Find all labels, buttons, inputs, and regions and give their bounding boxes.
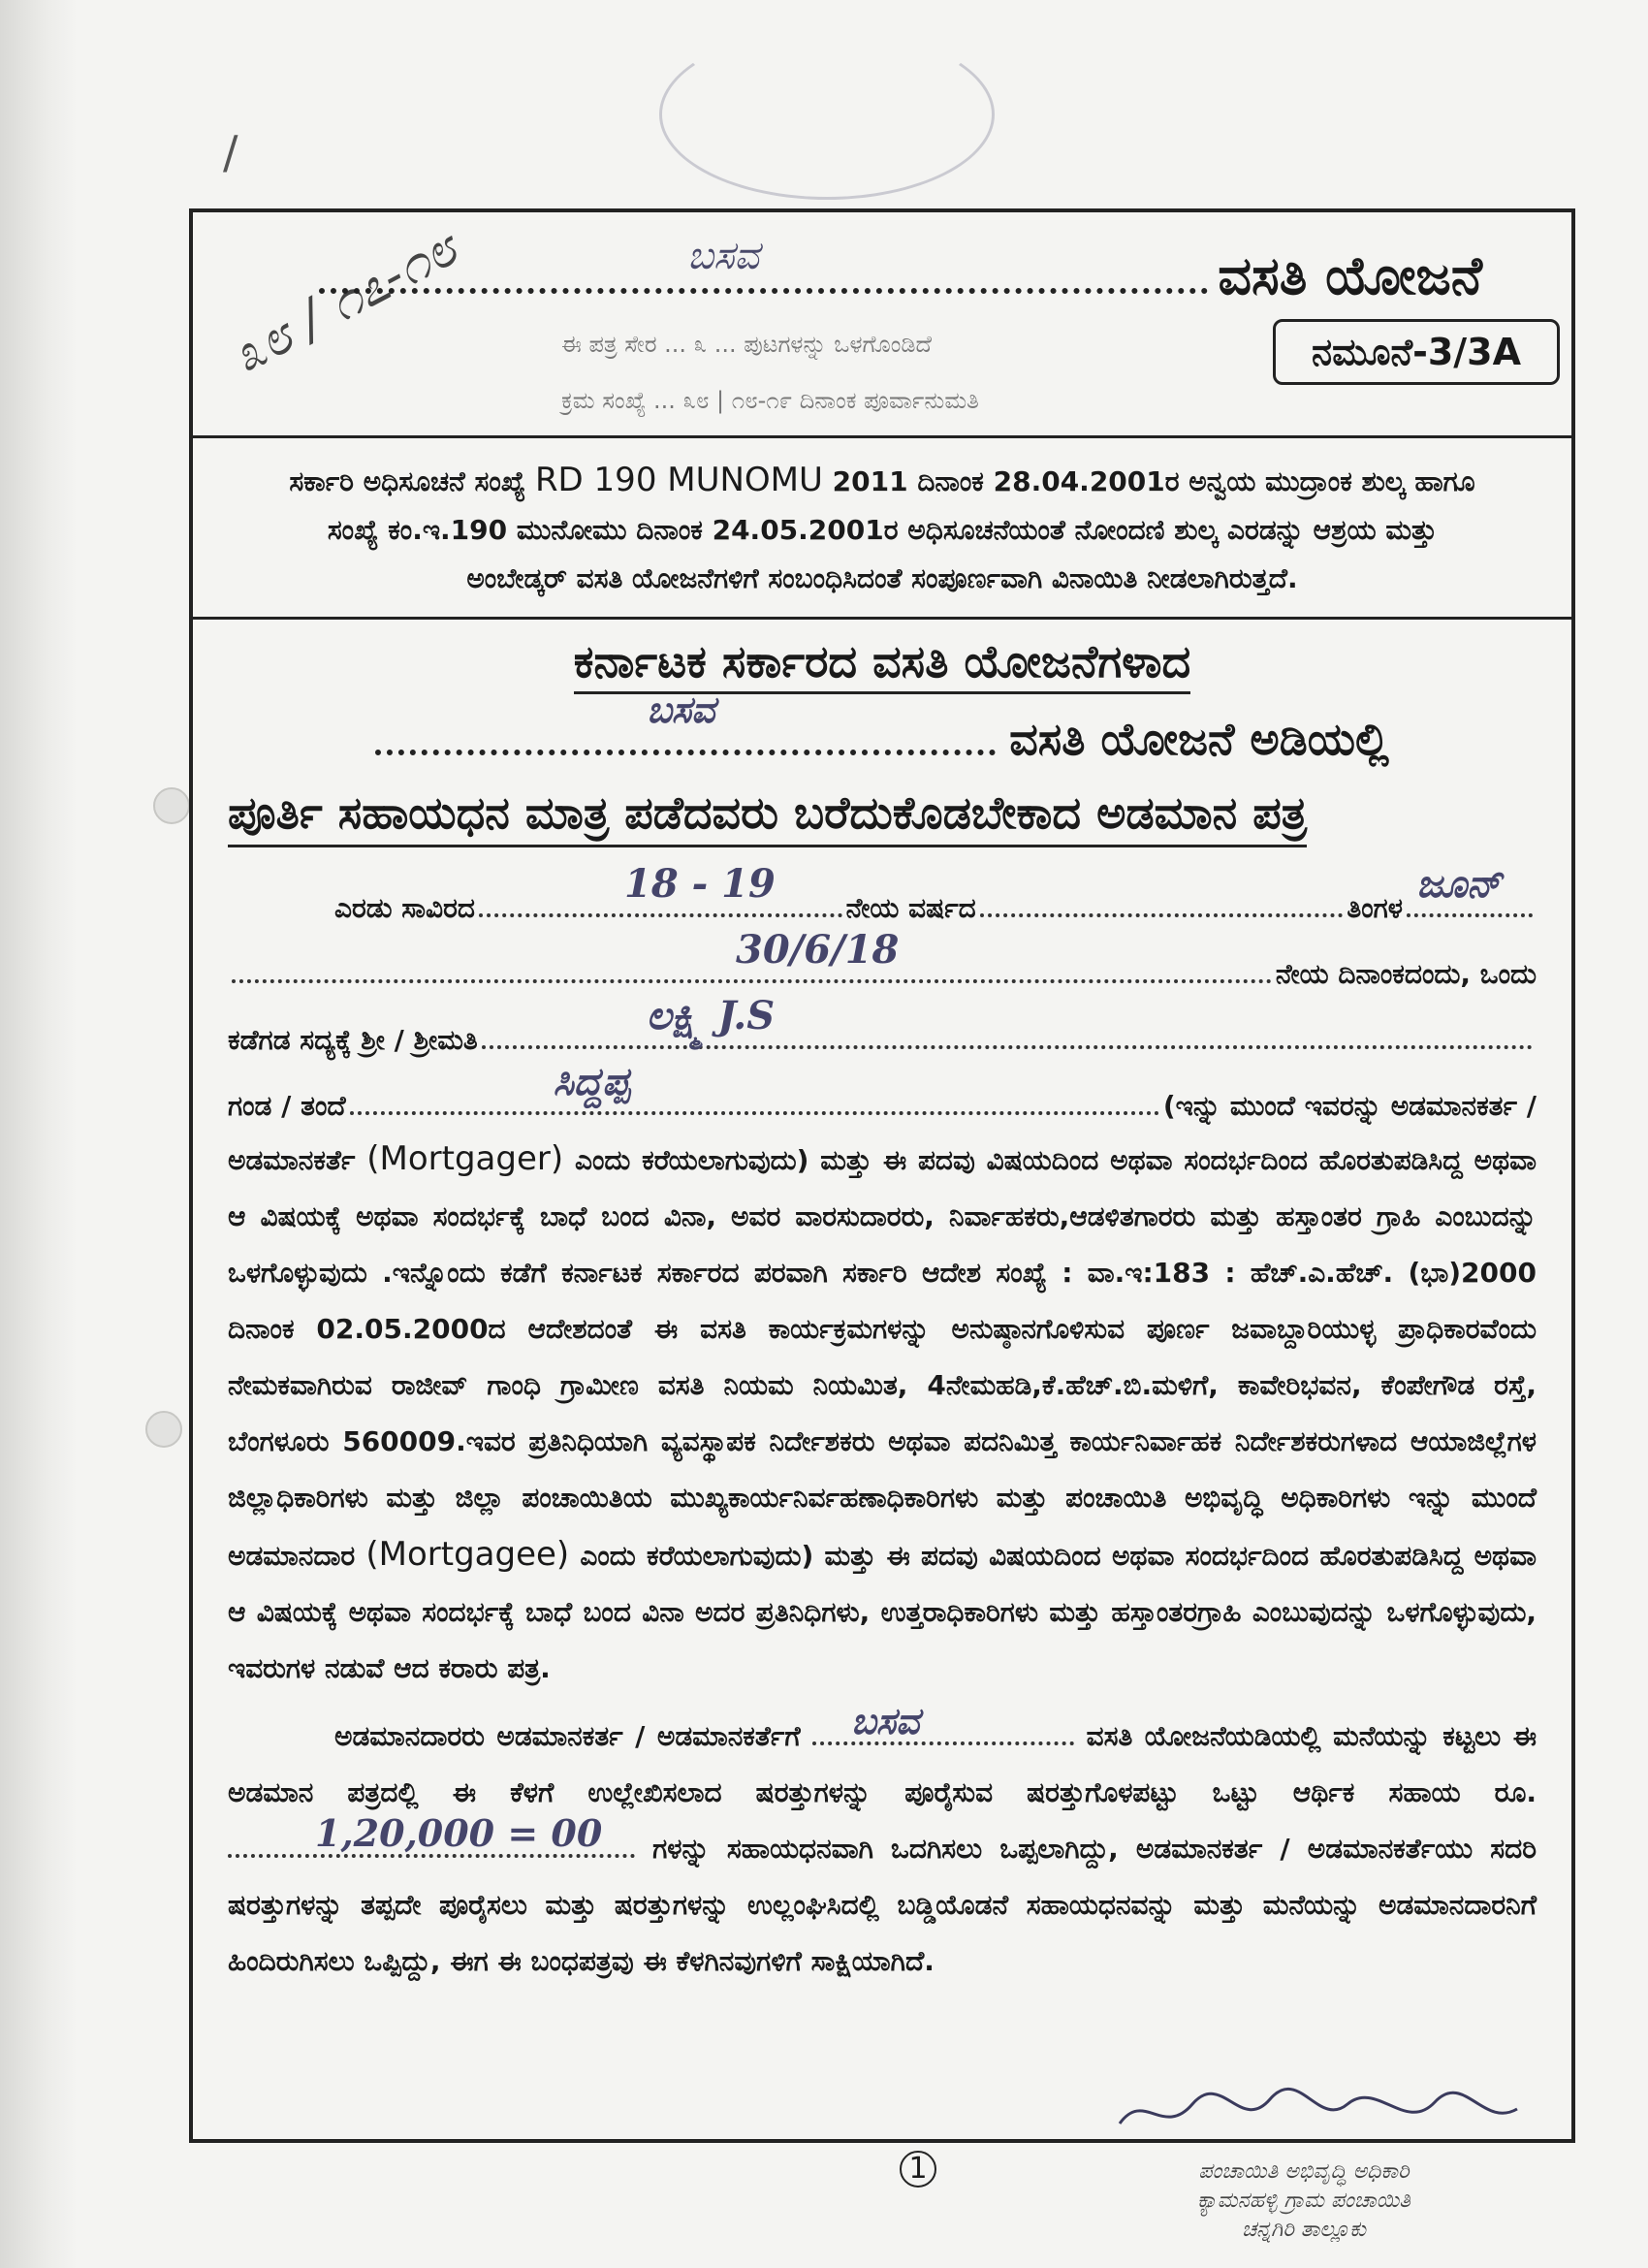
notice-code: RD 190 MUNOMU xyxy=(534,461,823,499)
notice-line xyxy=(216,456,1548,506)
notice xyxy=(193,438,1571,620)
faint-line: ಕ್ರಮ ಸಂಖ್ಯೆ ... ೩೮ | ೧೮-೧೯ ದಿನಾಂಕ ಪೂರ್ವಾನುಮತಿ xyxy=(561,387,979,414)
para-text: ಎಂದು ಕರೆಯಲಾಗುವುದು) ಮತ್ತು ಈ ಪದವು ವಿಷಯದಿಂದ ಅಥವಾ ಸಂದರ್ಭದಿಂದ ಹೊರತುಪಡಿಸಿದ್ದ ಅಥವಾ ಆ ವಿಷಯಕ್ಕೆ ಅಥವಾ ಸಂದರ್ಭಕ್ಕೆ ಬಾಧೆ ಬಂದ ವಿನಾ, ಅವರ ವಾರಸುದಾರರು, ನಿರ್ವಾಹಕರು,ಆಡಳಿತಗಾರರು ಮತ್ತು ಹಸ್ತಾಂತರ ಗ್ರಾಹಿ ಎಂಬುದನ್ನು ಒಳಗೊಳ್ಳುವುದು .ಇನ್ನೊಂದು ಕಡೆಗೆ ಕರ್ನಾಟಕ ಸರ್ಕಾರದ ಪರವಾಗಿ ಸರ್ಕಾರಿ ಆದೇಶ ಸಂಖ್ಯೆ : ವಾ.ಇ:183 : ಹೆಚ್.ಎ.ಹೆಚ್. (ಭಾ)2000 ದಿನಾಂಕ 02.05.2000ದ ಆದೇಶದಂತೆ ಈ ವಸತಿ ಕಾರ್ಯಕ್ರಮಗಳನ್ನು ಅನುಷ್ಠಾನಗೊಳಿಸುವ ಪೂರ್ಣ ಜವಾಬ್ದಾರಿಯುಳ್ಳ ಪ್ರಾಧಿಕಾರವೆಂದು ನೇಮಕವಾಗಿರುವ ರಾಜೀವ್ ಗಾಂಧಿ ಗ್ರಾಮೀಣ ವಸತಿ ನಿಯಮ ನಿಯಮಿತ, 4ನೇಮಹಡಿ,ಕೆ.ಹೆಚ್.ಬಿ.ಮಳಿಗೆ, ಕಾವೇರಿಭವನ, ಕೆಂಪೇಗೌಡ ರಸ್ತೆ, ಬೆಂಗಳೂರು 560009.ಇವರ ಪ್ರತಿನಿಧಿಯಾಗಿ ವ್ಯವಸ್ಥಾಪಕ ನಿರ್ದೇಶಕರು ಅಥವಾ ಪದನಿಮಿತ್ತ ಕಾರ್ಯನಿರ್ವಾಹಕ ನಿರ್ದೇಶಕರುಗಳಾದ ಆಯಾಜಿಲ್ಲೆಗಳ ಜಿಲ್ಲಾಧಿಕಾರಿಗಳು ಮತ್ತು ಜಿಲ್ಲಾ ಪಂಚಾಯಿತಿಯ ಮುಖ್ಯಕಾರ್ಯನಿರ್ವಹಣಾಧಿಕಾರಿಗಳು ಮತ್ತು ಪಂಚಾಯಿತಿ ಅಭಿವೃದ್ಧಿ ಅಧಿಕಾರಿಗಳು ಇನ್ನು ಮುಂದೆ ಅಡಮಾನದಾರ xyxy=(228,1144,1537,1572)
heading-main-text: ಕರ್ನಾಟಕ ಸರ್ಕಾರದ ವಸತಿ ಯೋಜನೆಗಳಾದ xyxy=(574,635,1190,694)
stamp-line: ಚನ್ನಗಿರಿ ತಾಲ್ಲೂಕು xyxy=(1241,2218,1367,2242)
heading-main xyxy=(228,635,1537,689)
header-title-line xyxy=(319,234,1482,307)
heading-sub-text: ವಸತಿ ಯೋಜನೆ ಅಡಿಯಲ್ಲಿ xyxy=(1009,713,1389,765)
form-line-year xyxy=(228,861,1537,925)
year-handwritten: 18 - 19 xyxy=(624,861,776,907)
date-field xyxy=(232,927,1272,983)
page-title: ವಸತಿ ಯೋಜನೆ xyxy=(1218,245,1482,306)
father-handwritten: ಸಿದ್ದಪ್ಪ xyxy=(553,1059,631,1104)
header xyxy=(193,212,1571,438)
body xyxy=(193,635,1571,1990)
term-mortgager: (Mortgager) xyxy=(366,1139,564,1178)
label: ಎರಡು ಸಾವಿರದ xyxy=(334,892,475,924)
notice-line: ಅಂಬೇಡ್ಕರ್ ವಸತಿ ಯೋಜನೆಗಳಿಗೆ ಸಂಬಂಧಿಸಿದಂತೆ ಸಂಪೂರ್ಣವಾಗಿ ವಿನಾಯಿತಿ ನೀಡಲಾಗಿರುತ್ತದೆ. xyxy=(466,562,1298,594)
label: ಕಡೆಗಡ ಸದ್ಯಕ್ಕೆ ಶ್ರೀ / ಶ್ರೀಮತಿ xyxy=(228,1024,478,1056)
notice-line: ಸಂಖ್ಯೆ ಕಂ.ಇ.190 ಮುನೋಮು ದಿನಾಂಕ 24.05.2001ರ ಅಧಿಸೂಚನೆಯಂತೆ ನೋಂದಣಿ ಶುಲ್ಕ ಎರಡನ್ನು ಆಶ್ರಯ ಮತ್ತು xyxy=(327,514,1438,546)
office-seal xyxy=(659,29,995,200)
label: ನೇಯ ದಿನಾಂಕದಂದು, ಒಂದು xyxy=(1275,958,1537,990)
month-field xyxy=(1407,861,1533,917)
para-text: ವಸತಿ ಯೋಜನೆಯಡಿಯಲ್ಲಿ ಮನೆಯನ್ನು ಕಟ್ಟಲು ಈ ಅಡಮಾನ ಪತ್ರದಲ್ಲಿ ಈ ಕೆಳಗೆ ಉಲ್ಲೇಖಿಸಲಾದ ಷರತ್ತುಗಳನ್ನು ಪೂರೈಸುವ ಷರತ್ತುಗೊಳಪಟ್ಟು ಒಟ್ಟು ಆರ್ಥಿಕ ಸಹಾಯ ರೂ. xyxy=(228,1720,1537,1808)
scheme-handwritten: ಬಸವ xyxy=(851,1699,920,1742)
name-field xyxy=(482,993,1533,1049)
paragraph-parties xyxy=(228,1131,1537,1697)
date-handwritten: 30/6/18 xyxy=(736,927,900,973)
amount-field xyxy=(228,1811,635,1858)
official-stamp xyxy=(1100,2157,1507,2245)
father-field xyxy=(350,1059,1159,1115)
stamp-line: ಕ್ಯಾಮನಹಳ್ಳಿ ಗ್ರಾಮ ಪಂಚಾಯಿತಿ xyxy=(1197,2188,1410,2213)
form-number: ನಮೂನೆ-3/3A xyxy=(1273,319,1560,385)
paragraph-terms xyxy=(228,1699,1537,1990)
para-text: ಅಡಮಾನಕರ್ತೆ xyxy=(228,1144,356,1176)
page-edge xyxy=(0,0,78,2268)
notice-text: ಸರ್ಕಾರಿ ಅಧಿಸೂಚನೆ ಸಂಖ್ಯೆ xyxy=(289,465,526,497)
form-line-father xyxy=(228,1059,1537,1123)
para-text: ಗಳನ್ನು ಸಹಾಯಧನವಾಗಿ ಒದಗಿಸಲು ಒಪ್ಪಲಾಗಿದ್ದು, ಅಡಮಾನಕರ್ತ / ಅಡಮಾನಕರ್ತೆಯು ಸದರಿ ಷರತ್ತುಗಳನ್ನು ತಪ್ಪದೇ ಪೂರೈಸಲು ಮತ್ತು ಷರತ್ತುಗಳನ್ನು ಉಲ್ಲಂಘಿಸಿದಲ್ಲಿ ಬಡ್ಡಿಯೊಡನೆ ಸಹಾಯಧನವನ್ನು ಮತ್ತು ಮನೆಯನ್ನು ಅಡಮಾನದಾರನಿಗೆ ಹಿಂದಿರುಗಿಸಲು ಒಪ್ಪಿದ್ದು, ಈಗ ಈ ಬಂಧಪತ್ರವು ಈ ಕೆಳಗಿನವುಗಳಿಗೆ ಸಾಕ್ಷಿಯಾಗಿದೆ. xyxy=(228,1833,1537,1977)
label: ಗಂಡ / ತಂದೆ xyxy=(228,1090,346,1122)
signature-scribble xyxy=(1115,2085,1522,2143)
month-blank xyxy=(980,906,1344,917)
margin-mark: / xyxy=(223,126,238,178)
label: ತಿಂಗಳ xyxy=(1347,892,1403,924)
scheme-field xyxy=(812,1699,1074,1745)
month-handwritten: ಜೂನ್ xyxy=(1416,861,1502,907)
page-number: 1 xyxy=(900,2151,936,2188)
punch-hole xyxy=(145,1411,182,1448)
para-text: ಅಡಮಾನದಾರರು ಅಡಮಾನಕರ್ತ / ಅಡಮಾನಕರ್ತೆಗೆ xyxy=(334,1720,801,1752)
scheme-handwritten: ಬಸವ xyxy=(687,234,759,278)
scheme-handwritten: ಬಸವ xyxy=(647,687,715,731)
amount-handwritten: 1,20,000 = 00 xyxy=(315,1811,603,1855)
scheme-fill xyxy=(319,234,1208,294)
name-handwritten: ಲಕ್ಷ್ಮಿ J.S xyxy=(646,993,776,1038)
para-text: ಎಂದು ಕರೆಯಲಾಗುವುದು) ಮತ್ತು ಈ ಪದವು ವಿಷಯದಿಂದ ಅಥವಾ ಸಂದರ್ಭದಿಂದ ಹೊರತುಪಡಿಸಿದ್ದ ಅಥವಾ ಆ ವಿಷಯಕ್ಕೆ ಅಥವಾ ಸಂದರ್ಭಕ್ಕೆ ಬಾಧೆ ಬಂದ ವಿನಾ ಅದರ ಪ್ರತಿನಿಧಿಗಳು, ಉತ್ತರಾಧಿಕಾರಿಗಳು ಮತ್ತು ಹಸ್ತಾಂತರಗ್ರಾಹಿ ಎಂಬುವುದನ್ನು ಒಳಗೊಳ್ಳುವುದು, ಇವರುಗಳ ನಡುವೆ ಆದ ಕರಾರು ಪತ್ರ. xyxy=(228,1540,1537,1684)
punch-hole xyxy=(153,787,190,824)
term-mortgagee: (Mortgagee) xyxy=(365,1535,570,1574)
faint-line: ಈ ಪತ್ರ ಸೇರ ... ೩ ... ಪುಟಗಳನ್ನು ಒಳಗೊಂಡಿದೆ xyxy=(561,331,932,358)
heading-sub xyxy=(228,687,1537,767)
label: (ಇನ್ನು ಮುಂದೆ ಇವರನ್ನು ಅಡಮಾನಕರ್ತ / xyxy=(1162,1090,1537,1122)
notice-text: 2011 ದಿನಾಂಕ 28.04.2001ರ ಅನ್ವಯ ಮುದ್ರಾಂಕ ಶುಲ್ಕ ಹಾಗೂ xyxy=(832,465,1475,497)
year-field xyxy=(479,861,842,917)
form-line-date xyxy=(228,927,1537,991)
form-line-name xyxy=(228,993,1537,1057)
scheme-fill xyxy=(375,687,996,755)
label: ನೇಯ ವರ್ಷದ xyxy=(845,892,976,924)
stamp-line: ಪಂಚಾಯಿತಿ ಅಭಿವೃದ್ಧಿ ಅಧಿಕಾರಿ xyxy=(1198,2159,1410,2184)
handwritten-note: ೩೮ / ೧೭-೧೮ xyxy=(221,216,467,386)
heading-deed: ಪೂರ್ತಿ ಸಹಾಯಧನ ಮಾತ್ರ ಪಡೆದವರು ಬರೆದುಕೊಡಬೇಕಾದ ಅಡಮಾನ ಪತ್ರ xyxy=(228,786,1307,847)
document-frame xyxy=(189,208,1575,2143)
signature xyxy=(1115,2085,1522,2154)
